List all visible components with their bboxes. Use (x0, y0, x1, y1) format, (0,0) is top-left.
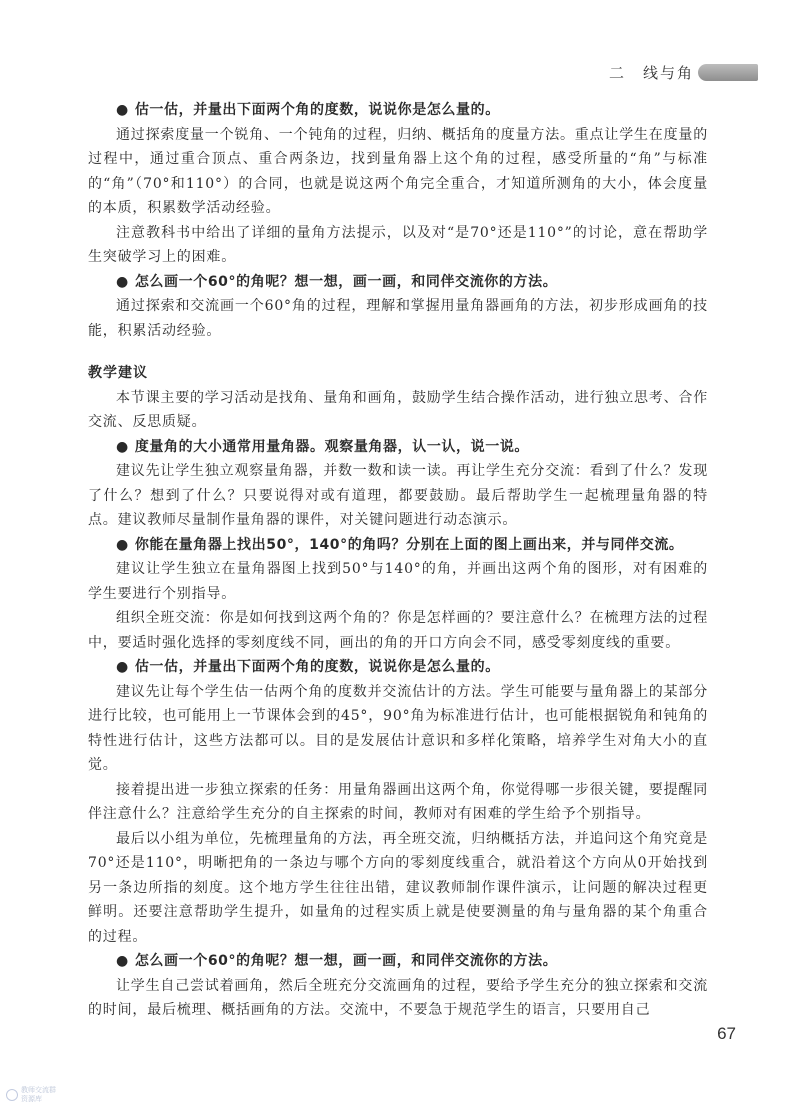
paragraph: 通过探索度量一个锐角、一个钝角的过程，归纳、概括角的度量方法。重点让学生在度量的过程中，通过重合顶点、重合两条边，找到量角器上这个角的过程，感受所量的“角”与标准的“角”（70°和110°）的合同，也就是说这两个角完全重合，才知道所测角的大小，体会度量的本质，积累数学活动经验。 (88, 126, 708, 216)
page-content (88, 98, 708, 1023)
paragraph: 通过探索和交流画一个60°角的过程，理解和掌握用量角器画角的方法，初步形成画角的技能，积累活动经验。 (88, 298, 708, 339)
bullet-heading: ● 估一估，并量出下面两个角的度数，说说你是怎么量的。 (116, 659, 500, 675)
paragraph: 建议先让学生独立观察量角器，并数一数和读一读。再让学生充分交流：看到了什么？发现了什么？想到了什么？只要说得对或有道理，都要鼓励。最后帮助学生一起梳理量角器的特点。建议教师尽量制作量角器的课件，对关键问题进行动态演示。 (88, 463, 708, 528)
page-number: 67 (717, 1024, 736, 1043)
page-header (0, 58, 800, 88)
bullet-heading: ● 你能在量角器上找出50°，140°的角吗？分别在上面的图上画出来，并与同伴交流。 (116, 536, 684, 553)
paragraph: 建议先让每个学生估一估两个角的度数并交流估计的方法。学生可能要与量角器上的某部分进行比较，也可能用上一节课体会到的45°，90°角为标准进行估计，也可能根据锐角和钝角的特性进行估计，这些方法都可以。目的是发展估计意识和多样化策略，培养学生对角大小的直觉。 (88, 683, 708, 773)
paragraph: 本节课主要的学习活动是找角、量角和画角，鼓励学生结合操作活动，进行独立思考、合作交流、反思质疑。 (88, 389, 708, 430)
paragraph: 让学生自己尝试着画角，然后全班充分交流画角的过程，要给予学生充分的独立探索和交流的时间，最后梳理、概括画角的方法。交流中，不要急于规范学生的语言，只要用自己 (88, 977, 708, 1018)
section-heading: 教学建议 (88, 365, 148, 381)
bullet-heading: ● 怎么画一个60°的角呢？想一想，画一画，和同伴交流你的方法。 (116, 953, 558, 969)
paragraph: 组织全班交流：你是如何找到这两个角的？你是怎样画的？要注意什么？在梳理方法的过程中，要适时强化选择的零刻度线不同，画出的角的开口方向会不同，感受零刻度线的重要。 (88, 610, 708, 651)
paragraph: 最后以小组为单位，先梳理量角的方法，再全班交流，归纳概括方法，并追问这个角究竟是70°还是110°，明晰把角的一条边与哪个方向的零刻度线重合，就沿着这个方向从0开始找到另一条边所指的刻度。这个地方学生往往出错，建议教师制作课件演示，让问题的解决过程更鲜明。还要注意帮助学生提升，如量角的过程实质上就是使要测量的角与量角器的某个角重合的过程。 (88, 830, 708, 945)
paragraph: 注意教科书中给出了详细的量角方法提示，以及对“是70°还是110°”的讨论，意在帮助学生突破学习上的困难。 (88, 224, 708, 265)
header-tab-decoration (698, 64, 758, 81)
watermark-logo-icon (6, 1089, 18, 1101)
bullet-heading: ● 度量角的大小通常用量角器。观察量角器，认一认，说一说。 (116, 438, 530, 455)
section-title: 二 线与角 (608, 64, 694, 82)
watermark: 教师交流群 资源库 (6, 1086, 56, 1104)
bullet-heading: ● 估一估，并量出下面两个角的度数，说说你是怎么量的。 (116, 102, 500, 118)
paragraph: 建议让学生独立在量角器图上找到50°与140°的角，并画出这两个角的图形，对有困难的学生要进行个别指导。 (88, 561, 708, 602)
paragraph: 接着提出进一步独立探索的任务：用量角器画出这两个角，你觉得哪一步很关键，要提醒同伴注意什么？注意给学生充分的自主探索的时间，教师对有困难的学生给予个别指导。 (88, 781, 708, 822)
bullet-heading: ● 怎么画一个60°的角呢？想一想，画一画，和同伴交流你的方法。 (116, 273, 558, 290)
